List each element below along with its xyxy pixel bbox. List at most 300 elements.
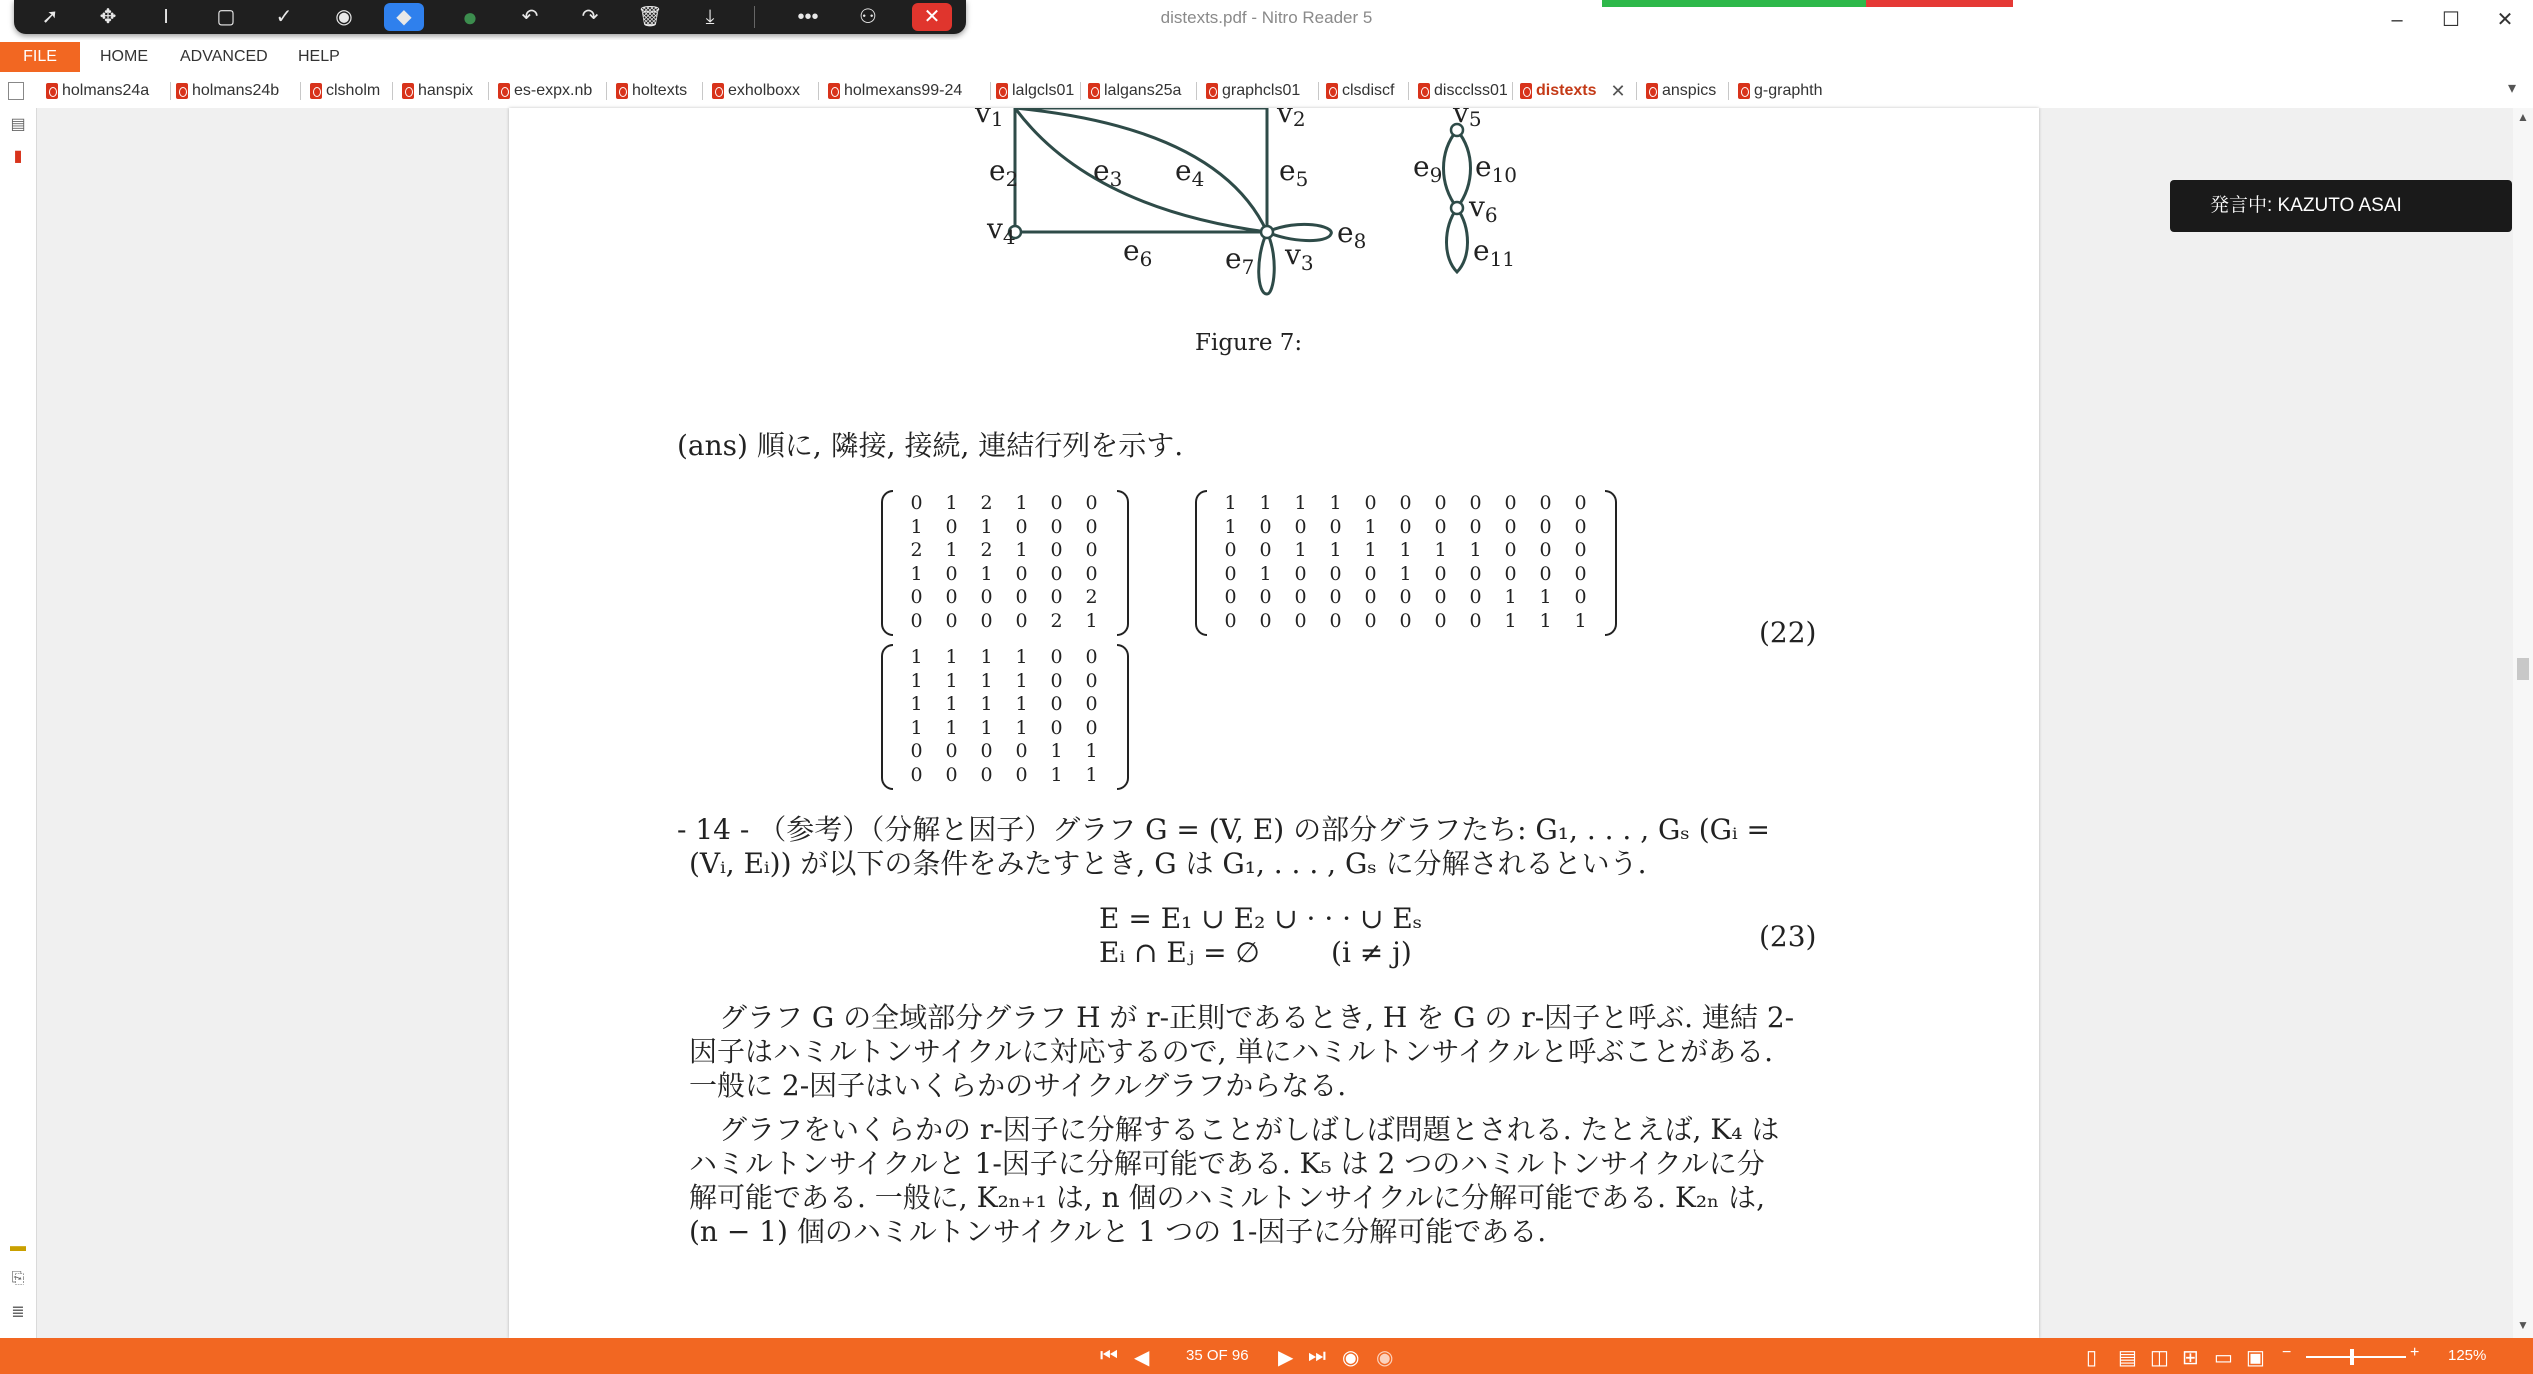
tab-hanspix[interactable]: hanspix <box>402 80 473 102</box>
matrix-cell: 0 <box>910 763 923 786</box>
matrix-cell: 0 <box>1259 515 1272 538</box>
label-e5: $e_5$ <box>1279 154 1309 191</box>
left-paren <box>881 490 893 636</box>
tab-graphcls01[interactable]: graphcls01 <box>1206 80 1300 102</box>
matrix-cell: 0 <box>980 609 993 632</box>
para2-line1: グラフをいくらかの r-因子に分解することがしばしば問題とされる. たとえば, K₄ は <box>719 1113 1780 1146</box>
matrix-cell: 0 <box>1504 562 1517 585</box>
tab-holtexts[interactable]: holtexts <box>616 80 687 102</box>
previous-page-icon[interactable]: ◀ <box>1134 1347 1150 1369</box>
tab-g-graphth[interactable]: g-graphth <box>1738 80 1823 102</box>
matrix-row <box>1213 492 1598 516</box>
tab-close-icon[interactable]: ✕ <box>1610 80 1626 101</box>
matrix-cell: 0 <box>1469 515 1482 538</box>
para2-line3: 解可能である. 一般に, K₂ₙ₊₁ は, n 個のハミルトンサイクルに分解可能である. K₂ₙ は, <box>689 1181 1765 1214</box>
cursor-icon[interactable]: ➚ <box>41 6 59 28</box>
matrix-row <box>899 610 1109 634</box>
matrix-cell: 1 <box>1364 515 1377 538</box>
pdf-file-icon <box>1646 83 1658 99</box>
pdf-file-icon <box>1326 83 1338 99</box>
tab-holmans24a[interactable]: holmans24a <box>46 80 149 102</box>
matrix-cell: 1 <box>945 539 958 561</box>
matrix-cell: 1 <box>1434 539 1447 561</box>
matrix-cell: 1 <box>1504 609 1517 632</box>
matrix-cell: 1 <box>980 562 993 585</box>
matrix-cell: 0 <box>945 586 958 608</box>
pdf-file-icon <box>1206 83 1218 99</box>
matrix-cell: 0 <box>1469 562 1482 585</box>
move-icon[interactable]: ✥ <box>99 6 117 28</box>
menu-home[interactable]: HOME <box>100 48 148 65</box>
matrix-cell: 0 <box>1399 515 1412 538</box>
matrix-cell: 0 <box>1294 586 1307 608</box>
vertex-v3 <box>1261 226 1273 238</box>
right-paren <box>1117 644 1129 790</box>
label-v3: $v_3$ <box>1285 238 1314 275</box>
tab-exholboxx[interactable]: exholboxx <box>712 80 800 102</box>
matrix-row <box>899 740 1109 764</box>
matrix-cell: 0 <box>1469 609 1482 632</box>
maximize-button[interactable]: ☐ <box>2442 9 2460 31</box>
matrix-cell: 0 <box>1574 586 1587 608</box>
tab-clsholm[interactable]: clsholm <box>310 80 380 102</box>
matrix-cell: 0 <box>945 740 958 762</box>
facing-continuous-view-icon[interactable]: ⊞ <box>2182 1347 2199 1369</box>
matrix-cell: 0 <box>1329 515 1342 538</box>
matrix-cell: 0 <box>1085 539 1098 561</box>
equation-line2: Eᵢ ∩ Eⱼ = ∅ (i ≠ j) <box>1099 936 1412 969</box>
toolbar-separator <box>754 6 755 28</box>
matrix-cell: 1 <box>1504 586 1517 608</box>
download-icon[interactable]: ⤓ <box>705 6 715 28</box>
zoom-slider-handle[interactable] <box>2350 1349 2354 1365</box>
matrix-cell: 1 <box>980 669 993 692</box>
color-icon[interactable]: ● <box>462 2 478 32</box>
label-e6: $e_6$ <box>1123 234 1153 271</box>
highlight-icon[interactable]: ◆ <box>384 3 424 31</box>
matrix-cell: 1 <box>945 716 958 739</box>
matrix-row <box>1213 539 1598 563</box>
tab-separator <box>1318 82 1319 100</box>
matrix-cell: 0 <box>1259 586 1272 608</box>
matrix-cell: 1 <box>1085 740 1098 762</box>
status-bar <box>0 1338 2533 1374</box>
tab-discclss01[interactable]: discclss01 <box>1418 80 1508 102</box>
matrix-cell: 0 <box>1294 515 1307 538</box>
matrix-cell: 1 <box>910 669 923 692</box>
matrix-cell: 0 <box>910 492 923 514</box>
facing-view-icon[interactable]: ◫ <box>2150 1347 2169 1369</box>
equation-number-23: (23) <box>1759 920 1817 953</box>
continuous-view-icon[interactable]: ▤ <box>2118 1347 2137 1369</box>
matrix-cell: 0 <box>980 586 993 608</box>
matrix-cell: 0 <box>1294 609 1307 632</box>
pdf-file-icon <box>176 83 188 99</box>
matrix-cell: 0 <box>1574 539 1587 561</box>
menu-advanced[interactable]: ADVANCED <box>180 48 268 65</box>
annotation-toolbar <box>14 0 966 34</box>
adjacency-matrix-table <box>899 492 1109 633</box>
matrix-cell: 0 <box>1259 609 1272 632</box>
matrix-cell: 0 <box>945 609 958 632</box>
tab-lalgcls01[interactable]: lalgcls01 <box>996 80 1074 102</box>
zoom-in-icon[interactable]: + <box>2410 1344 2420 1361</box>
speaker-indicator: 発言中: KAZUTO ASAI <box>2170 180 2512 232</box>
matrix-row <box>899 646 1109 670</box>
connection-matrix-table <box>899 646 1109 787</box>
matrix-cell: 0 <box>1015 740 1028 762</box>
tab-separator <box>606 82 607 100</box>
matrix-cell: 1 <box>1399 539 1412 561</box>
matrix-row <box>899 586 1109 610</box>
matrix-cell: 0 <box>1364 562 1377 585</box>
label-e3: $e_3$ <box>1093 154 1123 191</box>
tab-holmans24b[interactable]: holmans24b <box>176 80 279 102</box>
matrix-cell: 0 <box>1015 562 1028 585</box>
progress-indicator-green <box>1602 0 1866 7</box>
tab-separator <box>1408 82 1409 100</box>
matrix-cell: 1 <box>1469 539 1482 561</box>
left-paren <box>881 644 893 790</box>
matrix-cell: 0 <box>980 763 993 786</box>
para1-line3: 一般に 2-因子はいくらかのサイクルグラフからなる. <box>689 1069 1347 1102</box>
matrix-cell: 0 <box>1050 669 1063 692</box>
matrix-cell: 1 <box>945 646 958 668</box>
label-e4: $e_4$ <box>1175 154 1205 191</box>
matrix-cell: 1 <box>1329 492 1342 514</box>
attachments-panel-icon[interactable]: ⎘ <box>11 1270 25 1287</box>
matrix-cell: 1 <box>1259 562 1272 585</box>
tab-lalgans25a[interactable]: lalgans25a <box>1088 80 1181 102</box>
tab-separator <box>1512 82 1513 100</box>
tab-distexts[interactable]: distexts ✕ <box>1520 80 1626 102</box>
right-paren <box>1117 490 1129 636</box>
undo-icon[interactable]: ↶ <box>521 6 539 28</box>
tab-list-icon[interactable] <box>8 82 24 100</box>
right-paren <box>1605 490 1617 636</box>
matrix-cell: 0 <box>1574 562 1587 585</box>
matrix-cell: 0 <box>1469 492 1482 514</box>
matrix-cell: 0 <box>1085 693 1098 715</box>
matrix-cell: 1 <box>1364 539 1377 561</box>
tab-anspics[interactable]: anspics <box>1646 80 1716 102</box>
matrix-cell: 1 <box>1224 515 1237 538</box>
left-paren <box>1195 490 1207 636</box>
pdf-file-icon <box>498 83 510 99</box>
edge-e9-e10 <box>1444 130 1471 208</box>
tab-es-expx[interactable]: es-expx.nb <box>498 80 592 102</box>
matrix-row <box>1213 586 1598 610</box>
matrix-cell: 1 <box>910 693 923 715</box>
matrix-cell: 2 <box>1085 586 1098 608</box>
vertex-v6 <box>1451 202 1463 214</box>
matrix-cell: 0 <box>1399 492 1412 514</box>
matrix-cell: 0 <box>1224 562 1237 585</box>
matrix-cell: 1 <box>1085 763 1098 786</box>
tab-separator <box>300 82 301 100</box>
more-icon[interactable]: ••• <box>797 6 819 28</box>
matrix-cell: 0 <box>945 562 958 585</box>
matrix-cell: 0 <box>1085 646 1098 668</box>
matrix-cell: 1 <box>1294 492 1307 514</box>
incidence-matrix-table <box>1213 492 1598 633</box>
text-select-icon[interactable]: I <box>163 6 169 28</box>
label-v4: $v_4$ <box>987 212 1016 249</box>
matrix-cell: 0 <box>1504 515 1517 538</box>
tab-separator <box>1636 82 1637 100</box>
user-share-icon[interactable]: ⚇ <box>859 6 877 28</box>
check-icon[interactable]: ✓ <box>275 6 293 28</box>
matrix-cell: 1 <box>980 716 993 739</box>
vertical-scrollbar[interactable] <box>2513 108 2533 1338</box>
label-e9: $e_9$ <box>1413 150 1443 187</box>
matrix-cell: 0 <box>1050 716 1063 739</box>
matrix-cell: 0 <box>1539 562 1552 585</box>
scrollbar-thumb[interactable] <box>2517 658 2529 680</box>
menu-file[interactable]: FILE <box>0 42 80 72</box>
tab-separator <box>1196 82 1197 100</box>
rectangle-icon[interactable]: ▢ <box>216 6 236 28</box>
pdf-file-icon <box>828 83 840 99</box>
scroll-up-icon[interactable]: ▲ <box>2517 110 2529 124</box>
pdf-page <box>509 108 2039 1338</box>
matrix-cell: 1 <box>910 646 923 668</box>
document-tab-bar <box>0 72 2533 109</box>
matrix-cell: 1 <box>1085 609 1098 632</box>
pdf-file-icon <box>616 83 628 99</box>
fit-page-icon[interactable]: ▣ <box>2246 1347 2265 1369</box>
label-e11: $e_{11}$ <box>1473 234 1516 271</box>
matrix-cell: 1 <box>1259 492 1272 514</box>
matrix-cell: 0 <box>1224 609 1237 632</box>
tab-separator <box>1080 82 1081 100</box>
matrix-cell: 0 <box>1085 515 1098 538</box>
tab-separator <box>818 82 819 100</box>
section-14-line1: - 14 - （参考）（分解と因子）グラフ G = (V, E) の部分グラフたち: G₁, . . . , Gₛ (Gᵢ = <box>677 813 1771 846</box>
previous-view-icon[interactable]: ◉ <box>1342 1347 1360 1369</box>
label-v6: $v_6$ <box>1469 190 1498 227</box>
matrix-cell: 1 <box>1015 669 1028 692</box>
matrix-cell: 1 <box>1050 763 1063 786</box>
edge-e11 <box>1447 208 1468 272</box>
pdf-file-icon <box>712 83 724 99</box>
matrix-cell: 1 <box>1224 492 1237 514</box>
matrix-cell: 1 <box>1539 586 1552 608</box>
matrix-cell: 0 <box>1504 492 1517 514</box>
matrix-cell: 1 <box>945 669 958 692</box>
figure-caption: Figure 7: <box>1195 330 1303 356</box>
matrix-row <box>1213 563 1598 587</box>
comments-panel-icon[interactable]: ▬ <box>10 1238 26 1255</box>
tab-separator <box>990 82 991 100</box>
matrix-cell: 0 <box>1085 669 1098 692</box>
matrix-cell: 0 <box>945 763 958 786</box>
matrix-cell: 0 <box>1469 586 1482 608</box>
fit-width-icon[interactable]: ▭ <box>2214 1347 2233 1369</box>
progress-indicator-red <box>1866 0 2013 7</box>
first-page-icon[interactable]: ⏮ <box>1100 1345 1118 1367</box>
connection-matrix <box>881 644 1129 790</box>
matrix-cell: 1 <box>1294 539 1307 561</box>
matrix-cell: 0 <box>1539 539 1552 561</box>
matrix-cell: 0 <box>1399 609 1412 632</box>
matrix-cell: 0 <box>1294 562 1307 585</box>
matrix-row <box>899 539 1109 563</box>
matrix-cell: 0 <box>1504 539 1517 561</box>
ans-text: (ans) 順に, 隣接, 接続, 連結行列を示す. <box>677 429 1184 462</box>
label-e8: $e_8$ <box>1337 216 1367 253</box>
matrix-cell: 0 <box>1539 492 1552 514</box>
stamp-icon[interactable]: ◉ <box>335 6 353 28</box>
matrix-cell: 1 <box>945 492 958 514</box>
matrix-cell: 2 <box>980 539 993 561</box>
matrix-cell: 0 <box>1434 515 1447 538</box>
close-window-button[interactable]: ✕ <box>2496 9 2514 31</box>
label-e7: $e_7$ <box>1225 242 1255 279</box>
matrix-cell: 0 <box>1224 539 1237 561</box>
matrix-cell: 0 <box>1085 716 1098 739</box>
matrix-row <box>899 670 1109 694</box>
para2-line2: ハミルトンサイクルと 1-因子に分解可能である. K₅ は 2 つのハミルトンサイクルに分 <box>689 1147 1765 1180</box>
matrix-cell: 0 <box>1434 609 1447 632</box>
matrix-cell: 0 <box>1399 586 1412 608</box>
matrix-cell: 1 <box>1015 646 1028 668</box>
last-page-icon[interactable]: ⏭ <box>1308 1345 1326 1367</box>
tab-separator <box>1728 82 1729 100</box>
matrix-cell: 0 <box>1329 586 1342 608</box>
matrix-cell: 0 <box>910 609 923 632</box>
pdf-file-icon <box>1418 83 1430 99</box>
matrix-cell: 0 <box>1329 562 1342 585</box>
matrix-row <box>899 492 1109 516</box>
matrix-cell: 0 <box>1539 515 1552 538</box>
incidence-matrix <box>1195 490 1617 636</box>
tab-overflow-icon[interactable]: ▾ <box>2508 80 2517 97</box>
single-page-view-icon[interactable]: ▯ <box>2086 1347 2098 1369</box>
edge-e3 <box>1015 108 1267 232</box>
tab-clsdiscf[interactable]: clsdiscf <box>1326 80 1394 102</box>
zoom-out-icon[interactable]: − <box>2282 1344 2292 1361</box>
tab-separator <box>702 82 703 100</box>
matrix-cell: 1 <box>1015 693 1028 715</box>
graph-vertices <box>1009 124 1463 238</box>
matrix-cell: 1 <box>910 515 923 538</box>
label-e10: $e_{10}$ <box>1475 150 1518 187</box>
matrix-cell: 0 <box>1050 515 1063 538</box>
matrix-cell: 0 <box>1015 609 1028 632</box>
matrix-cell: 0 <box>980 740 993 762</box>
edge-e7 <box>1259 232 1275 294</box>
label-v2: v2 <box>1277 108 1306 131</box>
matrix-cell: 0 <box>945 515 958 538</box>
matrix-cell: 0 <box>1085 562 1098 585</box>
matrix-row <box>899 717 1109 741</box>
label-v1: v1 <box>975 108 1004 131</box>
matrix-cell: 0 <box>1050 539 1063 561</box>
pdf-file-icon <box>402 83 414 99</box>
matrix-row <box>1213 610 1598 634</box>
layers-panel-icon[interactable]: ≣ <box>11 1304 25 1321</box>
matrix-row <box>899 563 1109 587</box>
matrix-cell: 0 <box>1364 609 1377 632</box>
bookmarks-panel-icon[interactable]: ▮ <box>13 148 23 165</box>
matrix-cell: 0 <box>1050 562 1063 585</box>
matrix-cell: 0 <box>1364 492 1377 514</box>
redo-icon[interactable]: ↷ <box>581 6 599 28</box>
matrix-cell: 1 <box>980 646 993 668</box>
matrix-cell: 1 <box>1539 609 1552 632</box>
matrix-cell: 2 <box>1050 609 1063 632</box>
matrix-cell: 2 <box>980 492 993 514</box>
matrix-cell: 1 <box>1015 716 1028 739</box>
matrix-cell: 1 <box>1015 492 1028 514</box>
matrix-cell: 0 <box>910 740 923 762</box>
window-title: distexts.pdf - Nitro Reader 5 <box>1160 8 1373 27</box>
matrix-cell: 0 <box>1434 562 1447 585</box>
matrix-row <box>899 516 1109 540</box>
pdf-file-icon <box>1738 83 1750 99</box>
pdf-file-icon <box>46 83 58 99</box>
tab-separator <box>488 82 489 100</box>
tab-holmexans99-24[interactable]: holmexans99-24 <box>828 80 962 102</box>
pdf-file-icon <box>310 83 322 99</box>
matrix-row <box>899 693 1109 717</box>
matrix-cell: 0 <box>1574 515 1587 538</box>
matrix-cell: 0 <box>1050 693 1063 715</box>
menu-bar <box>0 40 2533 72</box>
label-v5: v5 <box>1453 108 1482 131</box>
matrix-cell: 0 <box>1050 492 1063 514</box>
edge-e4 <box>1015 108 1267 232</box>
matrix-cell: 1 <box>1399 562 1412 585</box>
para1-line2: 因子はハミルトンサイクルに対応するので, 単にハミルトンサイクルと呼ぶことがある. <box>689 1035 1773 1068</box>
next-page-icon[interactable]: ▶ <box>1278 1347 1294 1369</box>
matrix-cell: 0 <box>1050 646 1063 668</box>
trash-icon[interactable]: 🗑 <box>637 6 663 28</box>
minimize-button[interactable]: – <box>2391 9 2403 31</box>
para1-line1: グラフ G の全域部分グラフ H が r-正則であるとき, H を G の r-因子と呼ぶ. 連結 2- <box>719 1001 1795 1034</box>
matrix-cell: 0 <box>1434 492 1447 514</box>
matrix-cell: 0 <box>1085 492 1098 514</box>
matrix-row <box>1213 516 1598 540</box>
tab-separator <box>170 82 171 100</box>
zoom-level[interactable]: 125% <box>2448 1347 2487 1364</box>
matrix-cell: 1 <box>910 562 923 585</box>
pages-panel-icon[interactable]: ▤ <box>10 116 26 133</box>
next-view-icon[interactable]: ◉ <box>1376 1347 1394 1369</box>
matrix-cell: 0 <box>1015 515 1028 538</box>
zoom-slider[interactable] <box>2306 1356 2406 1358</box>
scroll-down-icon[interactable]: ▼ <box>2517 1318 2529 1332</box>
matrix-cell: 1 <box>1574 609 1587 632</box>
matrix-cell: 0 <box>1015 763 1028 786</box>
matrix-cell: 2 <box>910 539 923 561</box>
equation-number-22: (22) <box>1759 616 1817 649</box>
matrix-cell: 1 <box>945 693 958 715</box>
menu-help[interactable]: HELP <box>298 48 340 65</box>
close-icon[interactable]: ✕ <box>912 3 952 31</box>
label-e2: $e_2$ <box>989 154 1019 191</box>
tab-separator <box>392 82 393 100</box>
matrix-cell: 1 <box>910 716 923 739</box>
pdf-file-icon <box>996 83 1008 99</box>
matrix-cell: 0 <box>1259 539 1272 561</box>
adjacency-matrix <box>881 490 1129 636</box>
matrix-cell: 0 <box>1329 609 1342 632</box>
matrix-cell: 0 <box>1015 586 1028 608</box>
graph-figure <box>969 108 1689 298</box>
page-indicator[interactable]: 35 OF 96 <box>1186 1347 1249 1364</box>
